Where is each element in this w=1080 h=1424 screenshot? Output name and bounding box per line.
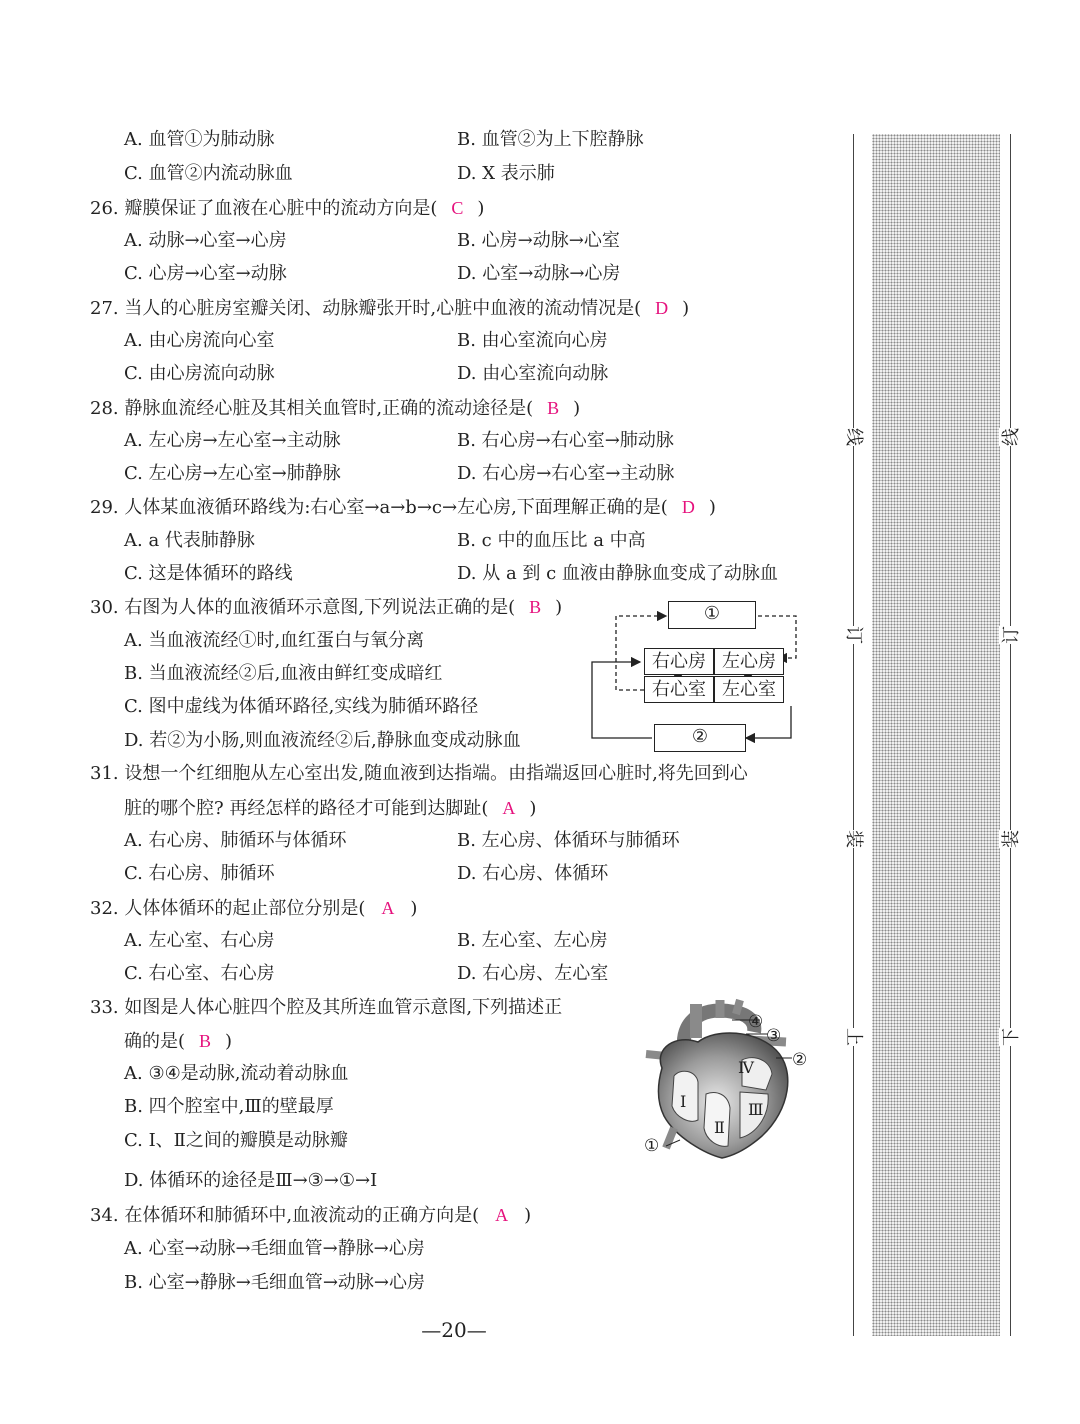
q26-option-b: B. 心房→动脉→心室	[457, 230, 620, 251]
q34-option-a: A. 心室→动脉→毛细血管→静脉→心房	[124, 1238, 425, 1259]
diagram-box-1: ①	[668, 601, 756, 629]
q30-option-a: A. 当血液流经①时,血红蛋白与氧分离	[124, 630, 425, 651]
q31-option-d: D. 右心房、体循环	[457, 863, 609, 884]
q28-option-c: C. 左心房→左心室→肺静脉	[124, 463, 341, 484]
q34-answer: A	[495, 1205, 509, 1225]
q26-option-d: D. 心室→动脉→心房	[457, 263, 621, 284]
q30-stem: 30. 右图为人体的血液循环示意图,下列说法正确的是( B )	[90, 597, 563, 618]
q30-option-c: C. 图中虚线为体循环路径,实线为肺循环路径	[124, 696, 479, 717]
q29-option-b: B. c 中的血压比 a 中高	[457, 530, 646, 551]
heart-label-3: ③	[766, 1026, 782, 1046]
q28-stem: 28. 静脉血流经心脏及其相关血管时,正确的流动途径是( B )	[90, 398, 581, 419]
q28-option-d: D. 右心房→右心室→主动脉	[457, 463, 675, 484]
q25-option-b: B. 血管②为上下腔静脉	[457, 129, 644, 150]
q31-stem-line1: 31. 设想一个红细胞从左心室出发,随血液到达指端。由指端返回心脏时,将先回到心	[90, 763, 748, 784]
q31-option-b: B. 左心房、体循环与肺循环	[457, 830, 680, 851]
margin-right-xia: 下	[999, 1028, 1025, 1046]
q30-option-b: B. 当血液流经②后,血液由鲜红变成暗红	[124, 663, 443, 684]
q26-option-c: C. 心房→心室→动脉	[124, 263, 287, 284]
q33-option-c: C. Ⅰ、Ⅱ之间的瓣膜是动脉瓣	[124, 1130, 348, 1151]
margin-right-xian: 线	[999, 428, 1025, 446]
q29-option-a: A. a 代表肺静脉	[124, 530, 255, 551]
q29-stem: 29. 人体某血液循环路线为:右心室→a→b→c→左心房,下面理解正确的是( D )	[90, 497, 716, 518]
q30-option-d: D. 若②为小肠,则血液流经②后,静脉血变成动脉血	[124, 730, 521, 751]
q29-option-d: D. 从 a 到 c 血液由静脉血变成了动脉血	[457, 563, 778, 584]
q32-option-d: D. 右心房、左心室	[457, 963, 609, 984]
heart-label-4: ④	[748, 1012, 764, 1032]
heart-label-1: ①	[644, 1136, 660, 1156]
page-number: —20—	[421, 1318, 487, 1342]
q28-option-a: A. 左心房→左心室→主动脉	[124, 430, 341, 451]
q34-option-b: B. 心室→静脉→毛细血管→动脉→心房	[124, 1272, 425, 1293]
q27-answer: D	[655, 298, 669, 318]
margin-right-zhuang: 装	[999, 830, 1025, 848]
q32-option-c: C. 右心室、右心房	[124, 963, 275, 984]
margin-left-shang: 上	[840, 1028, 866, 1046]
q31-option-a: A. 右心房、肺循环与体循环	[124, 830, 347, 851]
q32-answer: A	[381, 898, 395, 918]
q27-option-b: B. 由心室流向心房	[457, 330, 608, 351]
q27-stem: 27. 当人的心脏房室瓣关闭、动脉瓣张开时,心脏中血液的流动情况是( D )	[90, 298, 690, 319]
q27-option-c: C. 由心房流向动脉	[124, 363, 275, 384]
margin-right-ding: 订	[999, 626, 1025, 644]
q29-option-c: C. 这是体循环的路线	[124, 563, 293, 584]
q27-option-a: A. 由心房流向心室	[124, 330, 275, 351]
left-atrium: 左心房	[714, 648, 784, 675]
q33-option-a: A. ③④是动脉,流动着动脉血	[124, 1063, 349, 1084]
q28-answer: B	[547, 398, 560, 418]
q33-stem-line1: 33. 如图是人体心脏四个腔及其所连血管示意图,下列描述正	[90, 997, 563, 1018]
q31-option-c: C. 右心房、肺循环	[124, 863, 275, 884]
margin-left-xian: 线	[840, 428, 866, 446]
heart-label-2: ②	[792, 1050, 808, 1070]
q33-answer: B	[199, 1031, 212, 1051]
heart-label-I: Ⅰ	[680, 1092, 687, 1111]
heart-label-II: Ⅱ	[714, 1118, 725, 1137]
q30-answer: B	[529, 597, 542, 617]
right-ventricle: 右心室	[644, 676, 714, 703]
binding-dotted-strip	[872, 134, 1000, 1336]
q34-stem: 34. 在体循环和肺循环中,血液流动的正确方向是( A )	[90, 1205, 532, 1226]
heart-diagram	[636, 998, 820, 1160]
heart-illustration	[636, 998, 820, 1160]
q25-option-d: D. X 表示肺	[457, 163, 555, 184]
left-ventricle: 左心室	[714, 676, 784, 703]
q25-option-a: A. 血管①为肺动脉	[124, 129, 275, 150]
circulation-diagram	[588, 598, 808, 758]
q31-stem-line2: 脏的哪个腔? 再经怎样的路径才可能到达脚趾( A )	[124, 798, 537, 819]
margin-left-zhuang: 装	[840, 830, 866, 848]
q32-option-b: B. 左心室、左心房	[457, 930, 608, 951]
heart-label-III: Ⅲ	[748, 1100, 764, 1119]
q27-option-d: D. 由心室流向动脉	[457, 363, 609, 384]
q26-answer: C	[451, 198, 464, 218]
q33-option-d: D. 体循环的途径是Ⅲ→③→①→Ⅰ	[124, 1170, 378, 1191]
heart-label-IV: Ⅳ	[738, 1058, 754, 1077]
q28-option-b: B. 右心房→右心室→肺动脉	[457, 430, 674, 451]
q26-stem: 26. 瓣膜保证了血液在心脏中的流动方向是( C )	[90, 198, 485, 219]
margin-left-ding: 订	[840, 626, 866, 644]
q25-option-c: C. 血管②内流动脉血	[124, 163, 293, 184]
q33-option-b: B. 四个腔室中,Ⅲ的壁最厚	[124, 1096, 334, 1117]
q26-option-a: A. 动脉→心室→心房	[124, 230, 287, 251]
q31-answer: A	[502, 798, 516, 818]
q32-stem: 32. 人体体循环的起止部位分别是( A )	[90, 898, 418, 919]
diagram-box-2: ②	[654, 724, 746, 752]
binding-line-left	[853, 134, 854, 1336]
right-atrium: 右心房	[644, 648, 714, 675]
q32-option-a: A. 左心室、右心房	[124, 930, 275, 951]
q33-stem-line2: 确的是( B )	[124, 1031, 233, 1052]
binding-line-right	[1010, 134, 1011, 1336]
q29-answer: D	[681, 497, 695, 517]
